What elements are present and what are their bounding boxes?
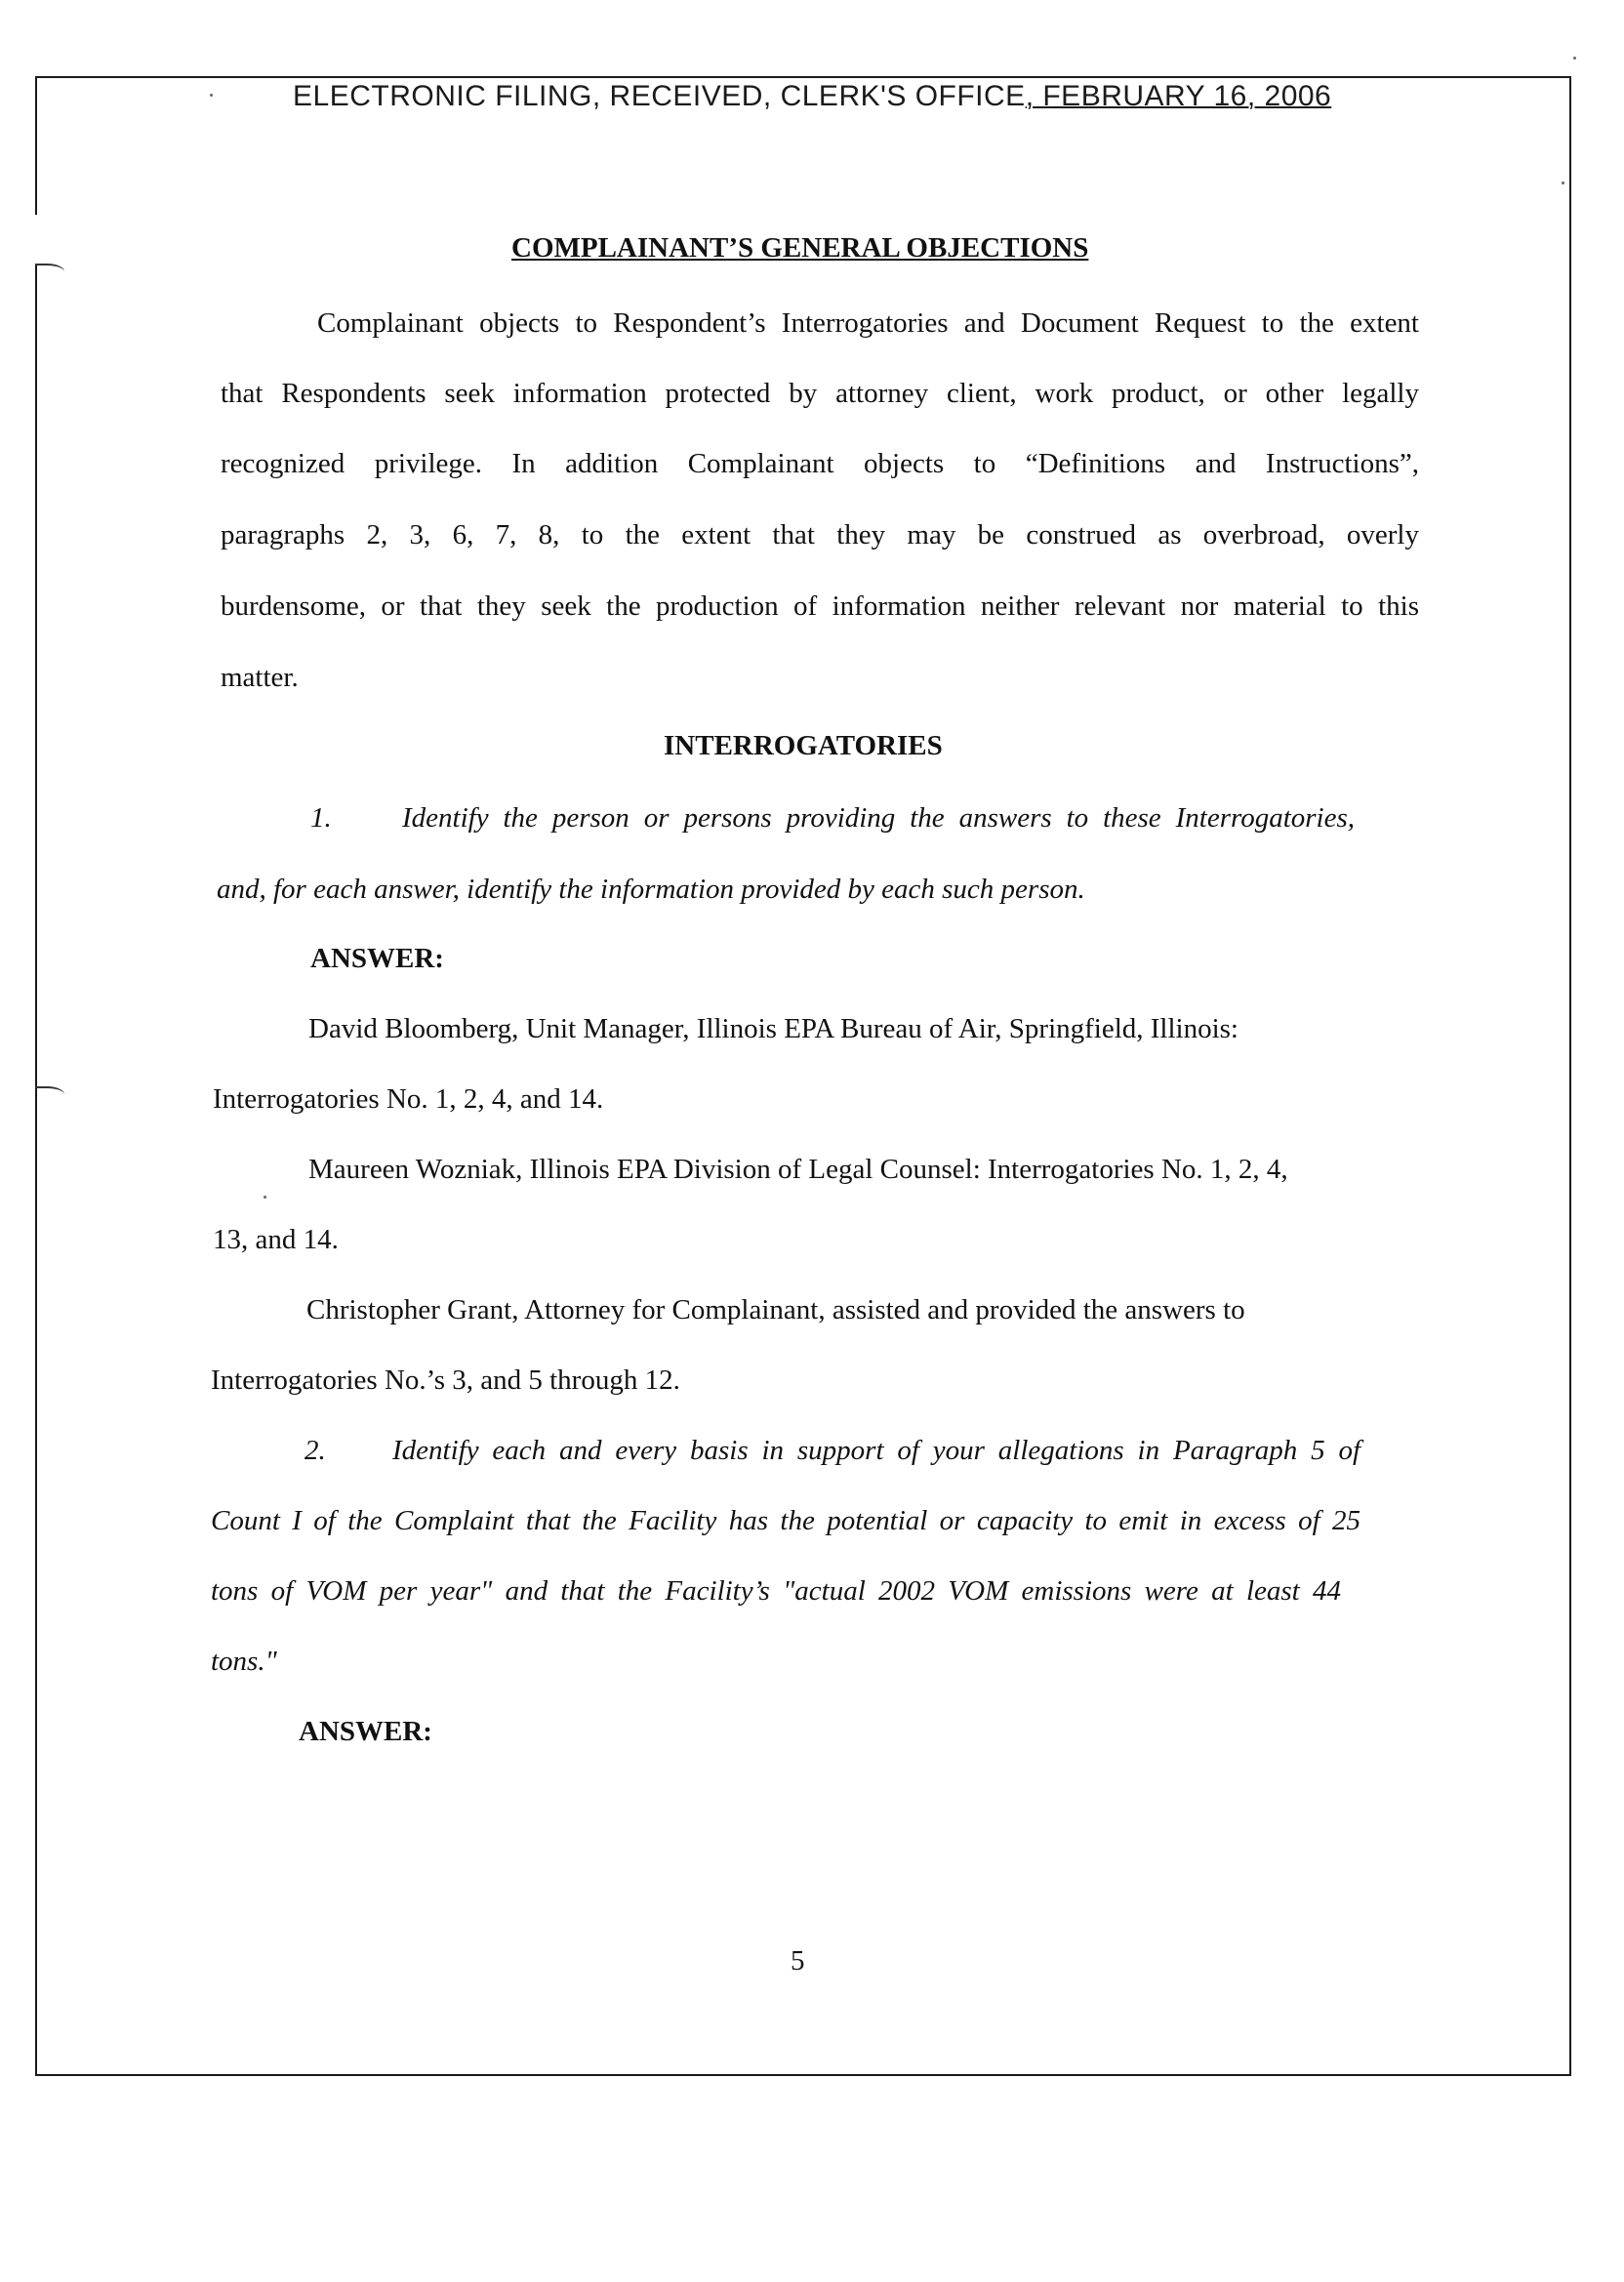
answer-1-line: Christopher Grant, Attorney for Complainant, assisted and provided the answers to xyxy=(306,1294,1245,1325)
interrogatory-1-text: Identify the person or persons providing the answers to these Interrogatories, xyxy=(402,802,1355,834)
interrogatory-2-number: 2. xyxy=(304,1435,326,1466)
page-border-left-segment xyxy=(35,1913,37,2074)
interrogatories-title: INTERROGATORIES xyxy=(664,730,943,761)
interrogatory-2-text: Identify each and every basis in support of your allegations in Paragraph 5 of xyxy=(392,1435,1360,1466)
interrogatory-2-text: tons of VOM per year" and that the Facility’s "actual 2002 VOM emissions were at least 44 xyxy=(211,1575,1341,1607)
general-objections-title: COMPLAINANT’S GENERAL OBJECTIONS xyxy=(511,232,1089,264)
interrogatory-2-answer-label: ANSWER: xyxy=(299,1716,432,1747)
interrogatory-1-text: and, for each answer, identify the information provided by each such person. xyxy=(217,874,1085,905)
filing-stamp-date: , FEBRUARY 16, 2006 xyxy=(1025,80,1332,112)
answer-1-line: David Bloomberg, Unit Manager, Illinois EPA Bureau of Air, Springfield, Illinois: xyxy=(308,1013,1238,1044)
interrogatory-2-text: tons." xyxy=(211,1646,277,1677)
filing-stamp-text: ELECTRONIC FILING, RECEIVED, CLERK'S OFFICE xyxy=(293,80,1026,112)
objections-paragraph-line: matter. xyxy=(221,662,299,693)
binder-hole-mark xyxy=(35,264,64,277)
objections-paragraph-line: that Respondents seek information protected by attorney client, work product, or other legally xyxy=(221,378,1419,409)
objections-paragraph-line: Complainant objects to Respondent’s Interrogatories and Document Request to the extent xyxy=(317,307,1419,339)
interrogatory-2-text: Count I of the Complaint that the Facility has the potential or capacity to emit in excess of 25 xyxy=(211,1505,1360,1536)
objections-paragraph-line: recognized privilege. In addition Complainant objects to “Definitions and Instructions”, xyxy=(221,448,1419,479)
objections-paragraph-line: paragraphs 2, 3, 6, 7, 8, to the extent that they may be construed as overbroad, overly xyxy=(221,519,1419,550)
binder-hole-mark xyxy=(35,1086,64,1100)
page-border-right xyxy=(1569,78,1571,2074)
answer-1-line: Maureen Wozniak, Illinois EPA Division of Legal Counsel: Interrogatories No. 1, 2, 4, xyxy=(308,1154,1288,1185)
scan-speck xyxy=(264,1196,266,1199)
interrogatory-1-number: 1. xyxy=(310,802,332,834)
scan-speck xyxy=(210,94,213,97)
page-border-left-segment xyxy=(35,265,37,1105)
answer-1-line: Interrogatories No.’s 3, and 5 through 12. xyxy=(211,1365,680,1396)
answer-1-line: Interrogatories No. 1, 2, 4, and 14. xyxy=(213,1083,604,1115)
electronic-filing-stamp xyxy=(293,80,1331,113)
interrogatory-1-answer-label: ANSWER: xyxy=(310,943,444,974)
page-border-left-segment xyxy=(35,78,37,215)
page-border-left-segment xyxy=(35,1088,37,1947)
page-number: 5 xyxy=(791,1945,805,1976)
answer-1-line: 13, and 14. xyxy=(213,1224,339,1255)
scan-speck xyxy=(1573,57,1576,60)
objections-paragraph-line: burdensome, or that they seek the production of information neither relevant nor material to this xyxy=(221,591,1419,622)
scan-speck xyxy=(1562,182,1564,184)
